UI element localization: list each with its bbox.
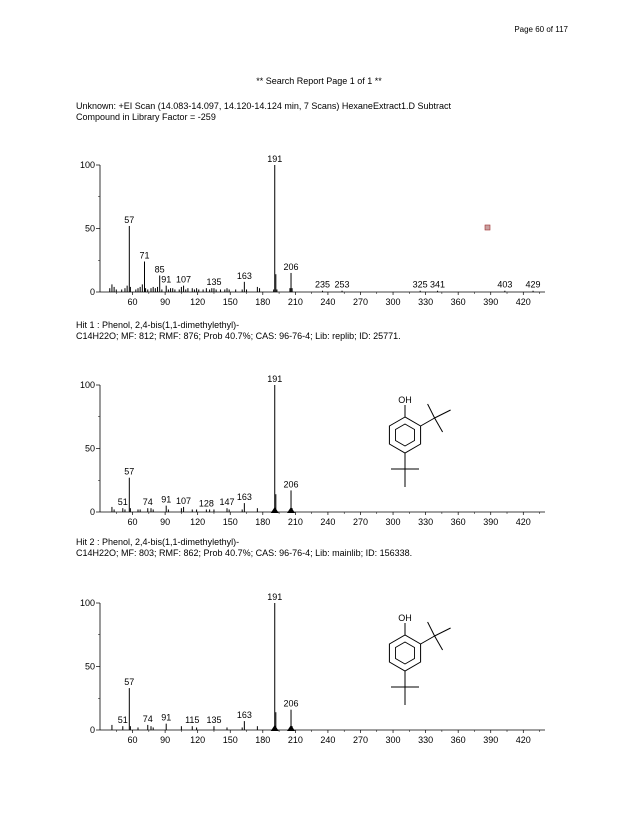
- structure-drawing: [389, 613, 450, 705]
- marker-square: [485, 225, 490, 230]
- peak-label: 57: [124, 677, 135, 688]
- x-tick-label: 300: [385, 297, 401, 307]
- tbutyl-methyl: [435, 636, 443, 650]
- x-tick-label: 240: [320, 297, 336, 307]
- x-tick-label: 60: [127, 297, 138, 307]
- tbutyl-methyl: [428, 404, 435, 418]
- x-tick-label: 90: [160, 517, 171, 527]
- peak-label: 74: [142, 497, 153, 508]
- peak-label: 206: [283, 479, 299, 490]
- x-tick-label: 390: [483, 297, 499, 307]
- x-tick-label: 330: [418, 297, 434, 307]
- oh-label: OH: [398, 395, 412, 405]
- x-tick-label: 300: [385, 517, 401, 527]
- x-tick-label: 330: [418, 735, 434, 745]
- peak-label: 191: [267, 154, 283, 164]
- peak-label: 341: [430, 279, 446, 290]
- spectrum-hit2: [0, 578, 638, 748]
- x-tick-label: 240: [320, 517, 336, 527]
- hit2-details: C14H22O; MF: 803; RMF: 862; Prob 40.7%; CAS: 96-76-4; Lib: mainlib; ID: 156338.: [76, 548, 413, 558]
- benzene-ring: [389, 635, 420, 671]
- x-tick-label: 210: [287, 735, 303, 745]
- peak-label: 91: [161, 274, 172, 285]
- peak-label: 91: [161, 712, 172, 723]
- x-tick-label: 90: [160, 297, 171, 307]
- peak-label: 135: [206, 715, 222, 726]
- aromatic-inner-ring: [395, 642, 414, 664]
- x-tick-label: 270: [352, 297, 369, 307]
- library-factor-line: Compound in Library Factor = -259: [76, 112, 216, 122]
- structure-drawing: [389, 395, 450, 487]
- aromatic-inner-ring: [395, 424, 414, 446]
- peak-label: 57: [124, 466, 135, 477]
- x-tick-label: 150: [222, 517, 238, 527]
- peak-label: 429: [525, 279, 541, 290]
- peak-label: 51: [117, 497, 128, 508]
- x-tick-label: 180: [255, 297, 271, 307]
- peak-label: 206: [283, 698, 299, 709]
- x-tick-label: 300: [385, 735, 401, 745]
- peak-label: 253: [334, 279, 350, 290]
- peak-marker: [271, 507, 279, 513]
- peak-label: 403: [497, 279, 513, 290]
- x-tick-label: 120: [190, 735, 206, 745]
- peak-label: 51: [117, 715, 128, 726]
- peak-label: 57: [124, 214, 135, 225]
- x-tick-label: 270: [352, 735, 369, 745]
- peak-label: 206: [283, 261, 299, 272]
- peak-marker: [287, 507, 295, 513]
- report-title: ** Search Report Page 1 of 1 **: [256, 76, 382, 86]
- y-tick-label: 100: [79, 160, 95, 170]
- peak-label: 71: [139, 250, 150, 261]
- x-tick-label: 390: [483, 517, 499, 527]
- peak-marker: [287, 725, 295, 731]
- peak-label: 74: [142, 713, 153, 724]
- peak-label: 235: [314, 279, 331, 290]
- peak-label: 163: [236, 270, 252, 281]
- y-tick-label: 0: [89, 287, 95, 297]
- peak-label: 163: [236, 710, 252, 721]
- oh-label: OH: [398, 613, 412, 623]
- x-tick-label: 420: [515, 297, 531, 307]
- x-tick-label: 90: [160, 735, 171, 745]
- peak-label: 107: [176, 495, 192, 506]
- x-tick-label: 360: [450, 735, 466, 745]
- benzene-ring: [389, 417, 420, 453]
- tbutyl-methyl: [435, 628, 451, 636]
- x-tick-label: 270: [352, 517, 369, 527]
- x-tick-label: 390: [483, 735, 499, 745]
- hit2-name: Hit 2 : Phenol, 2,4-bis(1,1-dimethylethyl)-: [76, 537, 240, 547]
- peak-label: 191: [267, 592, 283, 602]
- peak-label: 128: [198, 498, 214, 509]
- x-tick-label: 360: [450, 297, 466, 307]
- tbutyl-bond: [421, 636, 435, 644]
- y-tick-label: 50: [84, 661, 95, 672]
- y-tick-label: 100: [79, 380, 95, 390]
- peak-label: 163: [236, 492, 252, 503]
- hit1-details: C14H22O; MF: 812; RMF: 876; Prob 40.7%; CAS: 96-76-4; Lib: replib; ID: 25771.: [76, 331, 401, 341]
- peak-label: 91: [161, 494, 172, 505]
- peak-marker: [271, 725, 279, 731]
- peak-label: 135: [206, 277, 222, 288]
- tbutyl-methyl: [435, 418, 443, 432]
- peak-label: 115: [185, 715, 200, 726]
- peak-label: 107: [176, 274, 192, 285]
- x-tick-label: 150: [222, 297, 238, 307]
- x-tick-label: 420: [515, 735, 531, 745]
- x-tick-label: 210: [287, 517, 303, 527]
- x-tick-label: 210: [287, 297, 303, 307]
- x-tick-label: 120: [190, 297, 206, 307]
- spectrum-hit1: [0, 360, 638, 530]
- y-tick-label: 0: [89, 725, 95, 735]
- hit1-name: Hit 1 : Phenol, 2,4-bis(1,1-dimethylethyl)-: [76, 320, 240, 330]
- x-tick-label: 180: [255, 735, 271, 745]
- y-tick-label: 50: [84, 223, 95, 234]
- tbutyl-bond: [421, 418, 435, 426]
- x-tick-label: 180: [255, 517, 271, 527]
- peak-label: 325: [412, 279, 428, 290]
- x-tick-label: 60: [127, 517, 138, 527]
- x-tick-label: 120: [190, 517, 206, 527]
- x-tick-label: 360: [450, 517, 466, 527]
- x-tick-label: 60: [127, 735, 138, 745]
- unknown-scan-line: Unknown: +EI Scan (14.083-14.097, 14.120-14.124 min, 7 Scans) HexaneExtract1.D Subtract: [76, 101, 451, 111]
- x-tick-label: 240: [320, 735, 336, 745]
- y-tick-label: 100: [79, 598, 95, 608]
- x-tick-label: 330: [418, 517, 434, 527]
- tbutyl-methyl: [435, 410, 451, 418]
- page-number: Page 60 of 117: [514, 25, 568, 34]
- y-tick-label: 50: [84, 443, 95, 454]
- tbutyl-methyl: [428, 622, 435, 636]
- peak-label: 85: [154, 264, 165, 275]
- x-tick-label: 420: [515, 517, 531, 527]
- x-tick-label: 150: [222, 735, 238, 745]
- y-tick-label: 0: [89, 507, 95, 517]
- spectrum-unknown: [0, 140, 638, 310]
- peak-label: 147: [219, 497, 235, 508]
- peak-label: 191: [267, 374, 283, 384]
